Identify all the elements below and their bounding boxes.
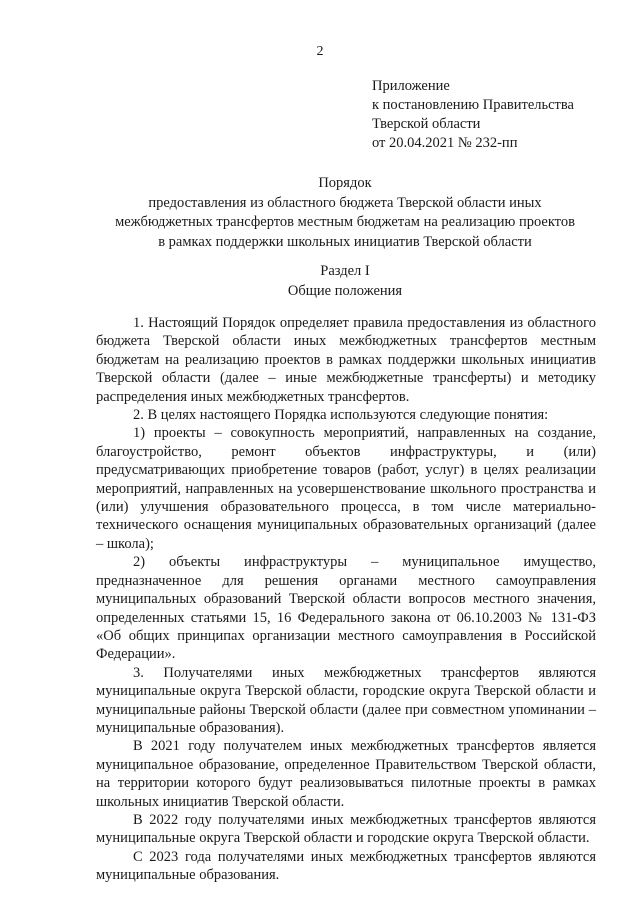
title-heading: Порядок [318, 175, 372, 191]
title-line: межбюджетных трансфертов местным бюджетам на реализацию проектов [115, 214, 575, 230]
appendix-line: от 20.04.2021 № 232-пп [372, 135, 518, 151]
appendix-block [372, 77, 574, 153]
title-line: предоставления из областного бюджета Тверской области иных [148, 194, 542, 211]
paragraph: В 2022 году получателями иных межбюджетных трансфертов являются муниципальные округа Тверской области и городские округа Тверской области. [96, 811, 596, 847]
appendix-line: Приложение [372, 78, 450, 94]
appendix-line: Тверской области [372, 116, 481, 132]
paragraph: 3. Получателями иных межбюджетных трансфертов являются муниципальные округа Тверской области, городские округа Тверской области и муниципальные районы Тверской области (далее при совместном упоминании – муниципальные образования). [96, 664, 596, 736]
paragraph: В 2021 году получателем иных межбюджетных трансфертов является муниципальное образование, определенное Правительством Тверской области, на территории которого будут реализовываться пилотные проекты в рамках школьных инициатив Тверской области. [96, 738, 596, 810]
section-name: Общие положения [287, 282, 403, 299]
appendix-line: к постановлению Правительства [372, 97, 574, 113]
paragraph: 1. Настоящий Порядок определяет правила предоставления из областного бюджета Тверской области иных межбюджетных трансфертов местным бюджетам на реализацию проектов в рамках поддержки школьных инициатив Тверской области (далее – иные межбюджетные трансферты) и методику распределения иных межбюджетных трансфертов. [96, 315, 596, 405]
paragraph: С 2023 года получателями иных межбюджетных трансфертов являются муниципальные образования. [96, 848, 596, 884]
paragraph: 2. В целях настоящего Порядка используются следующие понятия: [133, 407, 549, 424]
body-text [96, 314, 596, 885]
paragraph: 2) объекты инфраструктуры – муниципальное имущество, предназначенное для решения органами местного самоуправления муниципальных образований Тверской области вопросов местного значения, определенных статьями 15, 16 Федерального закона от 06.10.2003 № 131-ФЗ «Об общих принципах организации местного самоуправления в Российской Федерации». [96, 554, 596, 663]
paragraph: 1) проекты – совокупность мероприятий, направленных на создание, благоустройство, ремонт объектов инфраструктуры, и (или) предусматривающих приобретение товаров (работ, услуг) в целях реализации мероприятий, направленных на усовершенствование школьного пространства и (или) улучшения образовательного процесса, в том числе материально-технического оснащения муниципальных образовательных организаций (далее – школа); [96, 425, 596, 552]
section-heading [0, 262, 640, 301]
section-number: Раздел I [320, 263, 370, 279]
page-number: 2 [316, 44, 324, 59]
document-title [0, 174, 640, 252]
title-line: в рамках поддержки школьных инициатив Тверской области [158, 233, 532, 250]
